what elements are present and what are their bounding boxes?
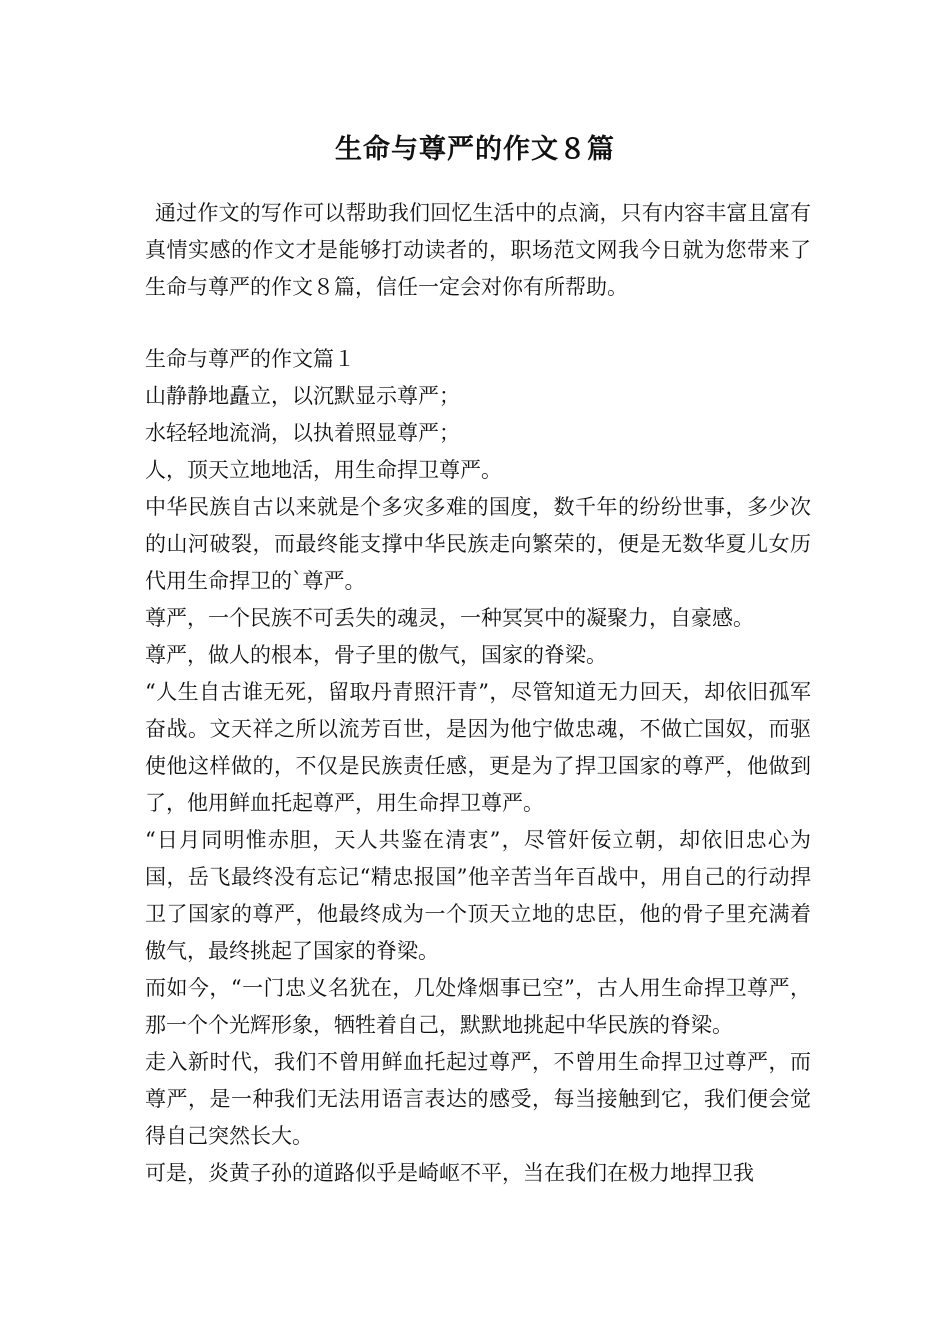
body-paragraph: 水轻轻地流淌，以执着照显尊严； (145, 421, 460, 445)
body-paragraph: 中华民族自古以来就是个多灾多难的国度，数千年的纷纷世事，多少次的山河破裂，而最终能支撑中华民族走向繁荣的，便是无数华夏儿女历代用生命捍卫的`尊严。 (145, 495, 811, 593)
body-paragraph: “日月同明惟赤胆，天人共鉴在清衷”，尽管奸佞立朝，却依旧忠心为国，岳飞最终没有忘记“精忠报国”他辛苦当年百战中，用自己的行动捍卫了国家的尊严，他最终成为一个顶天立地的忠臣，他的骨子里充满着傲气，最终挑起了国家的脊梁。 (145, 828, 811, 963)
body-paragraph: 可是，炎黄子孙的道路似乎是崎岖不平，当在我们在极力地捍卫我 (145, 1161, 754, 1185)
body-paragraph: “人生自古谁无死，留取丹青照汗青”，尽管知道无力回天，却依旧孤军奋战。文天祥之所以流芳百世，是因为他宁做忠魂，不做亡国奴，而驱使他这样做的，不仅是民族责任感，更是为了捍卫国家的尊严，他做到了，他用鲜血托起尊严，用生命捍卫尊严。 (145, 680, 811, 815)
page-title: 生命与尊严的作文８篇 (335, 134, 615, 165)
body-paragraph: 走入新时代，我们不曾用鲜血托起过尊严，不曾用生命捍卫过尊严，而尊严，是一种我们无法用语言表达的感受，每当接触到它，我们便会觉得自己突然长大。 (145, 1050, 811, 1148)
intro-paragraph: 通过作文的写作可以帮助我们回忆生活中的点滴，只有内容丰富且富有真情实感的作文才是能够打动读者的，职场范文网我今日就为您带来了生命与尊严的作文８篇，信任一定会对你有所帮助。 (145, 201, 811, 299)
body-paragraph: 人，顶天立地地活，用生命捍卫尊严。 (145, 458, 502, 482)
section-heading: 生命与尊严的作文篇１ (145, 347, 355, 371)
body-paragraph: 山静静地矗立，以沉默显示尊严； (145, 384, 460, 408)
body-paragraph: 尊严，一个民族不可丢失的魂灵，一种冥冥中的凝聚力，自豪感。 (145, 606, 754, 630)
body-paragraph: 尊严，做人的根本，骨子里的傲气，国家的脊梁。 (145, 643, 607, 667)
essay-body (145, 341, 811, 1192)
body-paragraph: 而如今，“一门忠义名犹在，几处烽烟事已空”，古人用生命捍卫尊严，那一个个光辉形象，牺牲着自己，默默地挑起中华民族的脊梁。 (145, 976, 811, 1037)
